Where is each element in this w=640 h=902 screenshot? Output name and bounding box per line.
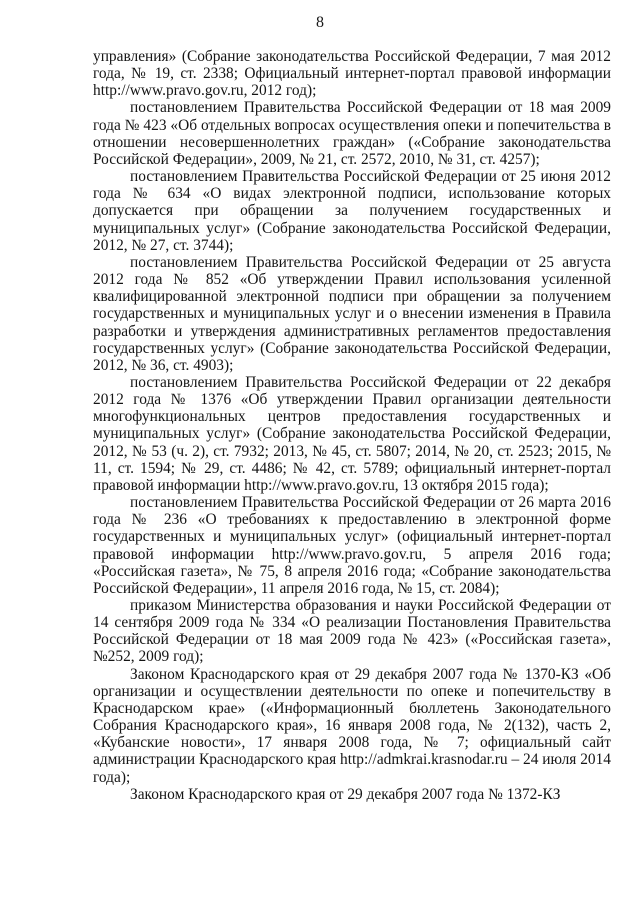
paragraph-6: постановлением Правительства Российской Федерации от 26 марта 2016 года № 236 «О требованиях к предоставлению в электронной форме государственных и муниципальных услуг» (официальный интернет-портал правовой информации http://www.pravo.gov.ru, 5 апреля 2016 года; «Российская газета», № 75, 8 апреля 2016 года; «Собрание законодательства Российской Федерации», 11 апреля 2016 года, № 15, ст. 2084); <box>93 494 611 597</box>
paragraph-9: Законом Краснодарского края от 29 декабря 2007 года № 1372-КЗ <box>130 785 561 803</box>
paragraph-7: приказом Министерства образования и науки Российской Федерации от 14 сентября 2009 года № 334 «О реализации Постановления Правительства Российской Федерации от 18 мая 2009 года № 423» («Российская газета», №252, 2009 год); <box>93 597 611 666</box>
paragraph-1: управления» (Собрание законодательства Российской Федерации, 7 мая 2012 года, № 19, ст. 2338; Официальный интернет-портал правовой информации http://www.pravo.gov.ru, 2012 год); <box>93 48 611 100</box>
paragraph-4: постановлением Правительства Российской Федерации от 25 августа 2012 года № 852 «Об утверждении Правил использования усиленной квалифицированной электронной подписи при обращении за получением государственных и муниципальных услуг и о внесении изменения в Правила разработки и утверждения административных регламентов предоставления государственных услуг» (Собрание законодательства Российской Федерации, 2012, № 36, ст. 4903); <box>93 253 611 374</box>
document-body <box>93 48 611 803</box>
paragraph-5: постановлением Правительства Российской Федерации от 22 декабря 2012 года № 1376 «Об утверждении Правил организации деятельности многофункциональных центров предоставления государственных и муниципальных услуг» (Собрание законодательства Российской Федерации, 2012, № 53 (ч. 2), ст. 7932; 2013, № 45, ст. 5807; 2014, № 20, ст. 2523; 2015, № 11, ст. 1594; № 29, ст. 4486; № 42, ст. 5789; официальный интернет-портал правовой информации http://www.pravo.gov.ru, 13 октября 2015 года); <box>93 373 611 494</box>
paragraph-8: Законом Краснодарского края от 29 декабря 2007 года № 1370-КЗ «Об организации и осуществлении деятельности по опеке и попечительству в Краснодарском крае» («Информационный бюллетень Законодательного Собрания Краснодарского края», 16 января 2008 года, № 2(132), часть 2, «Кубанские новости», 17 января 2008 года, № 7; официальный сайт администрации Краснодарского края http://admkrai.krasnodar.ru – 24 июля 2014 года); <box>93 665 611 786</box>
paragraph-2: постановлением Правительства Российской Федерации от 18 мая 2009 года № 423 «Об отдельных вопросах осуществления опеки и попечительства в отношении несовершеннолетних граждан» («Собрание законодательства Российской Федерации», 2009, № 21, ст. 2572, 2010, № 31, ст. 4257); <box>93 99 611 168</box>
page-number: 8 <box>316 14 324 31</box>
paragraph-3: постановлением Правительства Российской Федерации от 25 июня 2012 года № 634 «О видах электронной подписи, использование которых допускается при обращении за получением государственных и муниципальных услуг» (Собрание законодательства Российской Федерации, 2012, № 27, ст. 3744); <box>93 168 611 254</box>
